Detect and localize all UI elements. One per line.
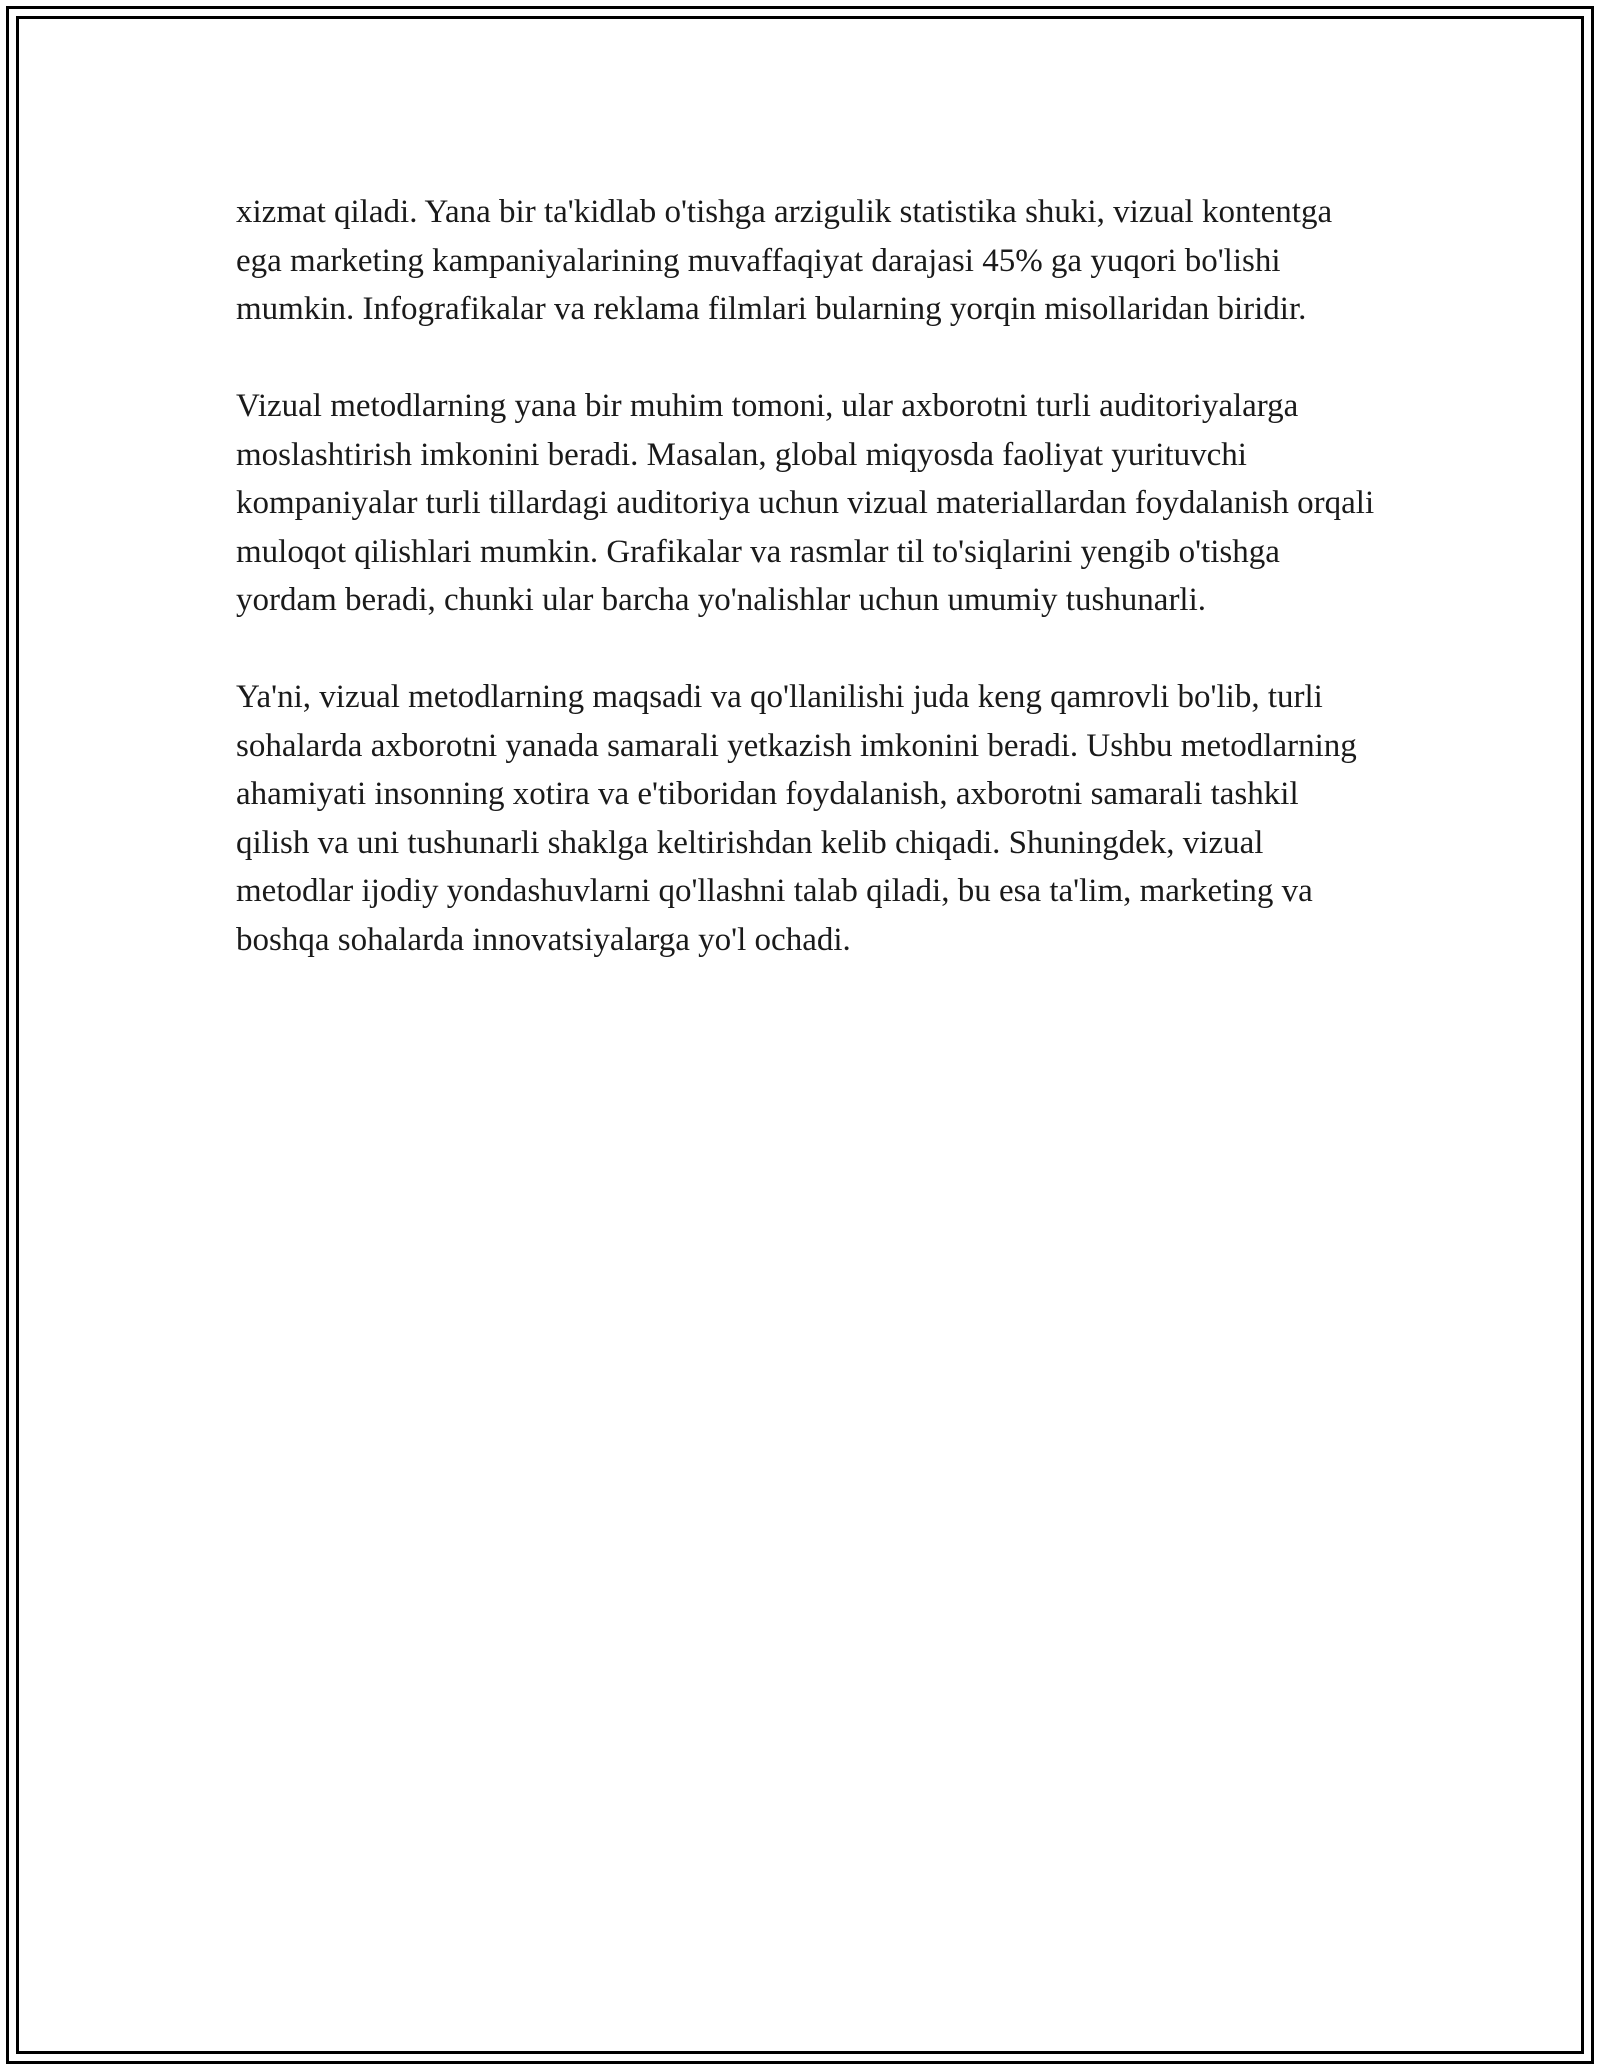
paragraph-2: Vizual metodlarning yana bir muhim tomoni, ular axborotni turli auditoriyalarga moslashtirish imkonini beradi. Masalan, global miqyosda faoliyat yurituvchi kompaniyalar turli tillardagi auditoriya uchun vizual materiallardan foydalanish orqali muloqot qilishlari mumkin. Grafikalar va rasmlar til to'siqlarini yengib o'tishga yordam beradi, chunki ular barcha yo'nalishlar uchun umumiy tushunarli. [236, 388, 1375, 618]
paragraph-1: xizmat qiladi. Yana bir ta'kidlab o'tishga arzigulik statistika shuki, vizual kontentga ega marketing kampaniyalarining muvaffaqiyat darajasi 45% ga yuqori bo'lishi mumkin. Infografikalar va reklama filmlari bularning yorqin misollaridan biridir. [236, 194, 1333, 327]
paragraph-3: Ya'ni, vizual metodlarning maqsadi va qo'llanilishi juda keng qamrovli bo'lib, turli sohalarda axborotni yanada samarali yetkazish imkonini beradi. Ushbu metodlarning ahamiyati insonning xotira va e'tiboridan foydalanish, axborotni samarali tashkil qilish va uni tushunarli shaklga keltirishdan kelib chiqadi. Shuningdek, vizual metodlar ijodiy yondashuvlarni qo'llashni talab qiladi, bu esa ta'lim, marketing va boshqa sohalarda innovatsiyalarga yo'l ochadi. [236, 679, 1357, 958]
document-body [236, 188, 1376, 964]
